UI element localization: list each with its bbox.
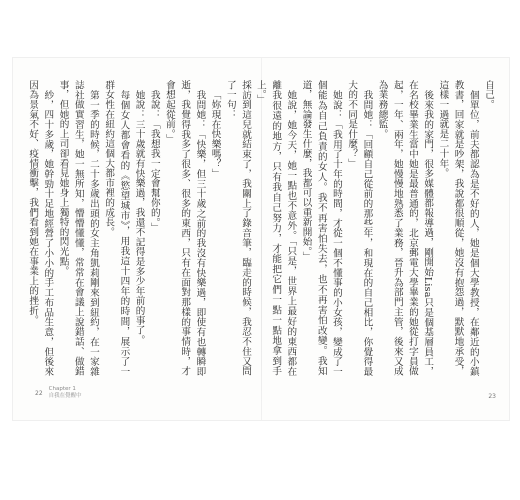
paragraph: 後來我的家門，很多媒體都報導過，剛開始Lisa只是個基層員工，在名校畢業生當中她是最普通的，北京郵電大學畢業的她從打字員做起，一年、兩年，她慢慢地熟悉了業務，晉升為部門主管，後來又成為業務總監。 [376, 80, 434, 376]
paragraph: 我問她：「回顧自己從前的那些年，和現在的自己相比，你覺得最大的不同是什麼？」 [346, 80, 373, 376]
paragraph: 「妳現在快樂嗎？」 [209, 89, 221, 178]
chapter-title: 自我在覺醒中 [48, 393, 82, 399]
paragraph: 她說：「我用了十年的時間，才從一個不懂事的小女孩，變成了一個能為自己負責的女人。我不再害怕失去，也不再害怕改變。我知道，無論發生什麼，我都可以重新開始。」 [300, 80, 342, 376]
right-page-text [254, 80, 496, 376]
paragraph: 個單位，前夫都認為是不好的人，她是個大學教授，在鄰近的小鎮教書，回家就是吵架，我說都很順從，她沒有抱怨過，默默地承受，這樣一過就是二十年。 [437, 80, 479, 376]
paragraph: 我問她：「快樂，但三十歲之前的我沒有快樂過，即使有也轉瞬即逝，我覺得我多了很多、很多的東西，只有在面對那樣的事情時，才會想起從前。」 [163, 80, 206, 376]
paragraph: 她說：三十歲就有快樂過，我還不記得是多少年前的事了。 [133, 89, 145, 345]
paragraph: 紗，四十多歲，她幹勁十足地經營了小小的手工布品生意，但後來因為景氣不好、疫情衝擊，我們看到她在事業上的挫折。 [27, 80, 54, 376]
paragraph: 第一季的時候，二十多歲出頭的女主角凱莉剛來到紐約，在一家雜誌社做實習生，她一無所知，懵懵懂懂，常常在會議上說錯話、做錯事，但她的上司卻看見她身上獨特的閃光點。 [57, 80, 99, 376]
paragraph: 每個女人都會看的《慾望城市》，用我這十四年的時間，展示了一群女性在紐約這個大都市裡的成長。 [103, 80, 130, 376]
left-page [13, 58, 261, 420]
chapter-label-group [49, 386, 82, 400]
right-page-footer [488, 393, 496, 400]
chapter-label: Chapter 1 [48, 386, 76, 392]
paragraph: 自己。 [483, 80, 494, 110]
right-page [254, 58, 510, 420]
paragraph: 採訪到這兒就結束了，我關上了錄音筆，臨走的時候，我忍不住又問了一句： [224, 80, 251, 376]
left-page-text [27, 80, 253, 376]
left-page-footer [35, 386, 82, 400]
paragraph: 她說，她今天，她一點也不意外。「只是，世界上最好的東西都在離我很遠的地方，只有我自己努力，才能把它們一點一點地拿到手上。」 [254, 80, 297, 376]
page-number: 22 [35, 389, 43, 397]
paragraph: 我說：「我想我一定會幫你的。」 [148, 89, 160, 232]
book-spread [13, 58, 509, 420]
page-number: 23 [488, 393, 496, 400]
